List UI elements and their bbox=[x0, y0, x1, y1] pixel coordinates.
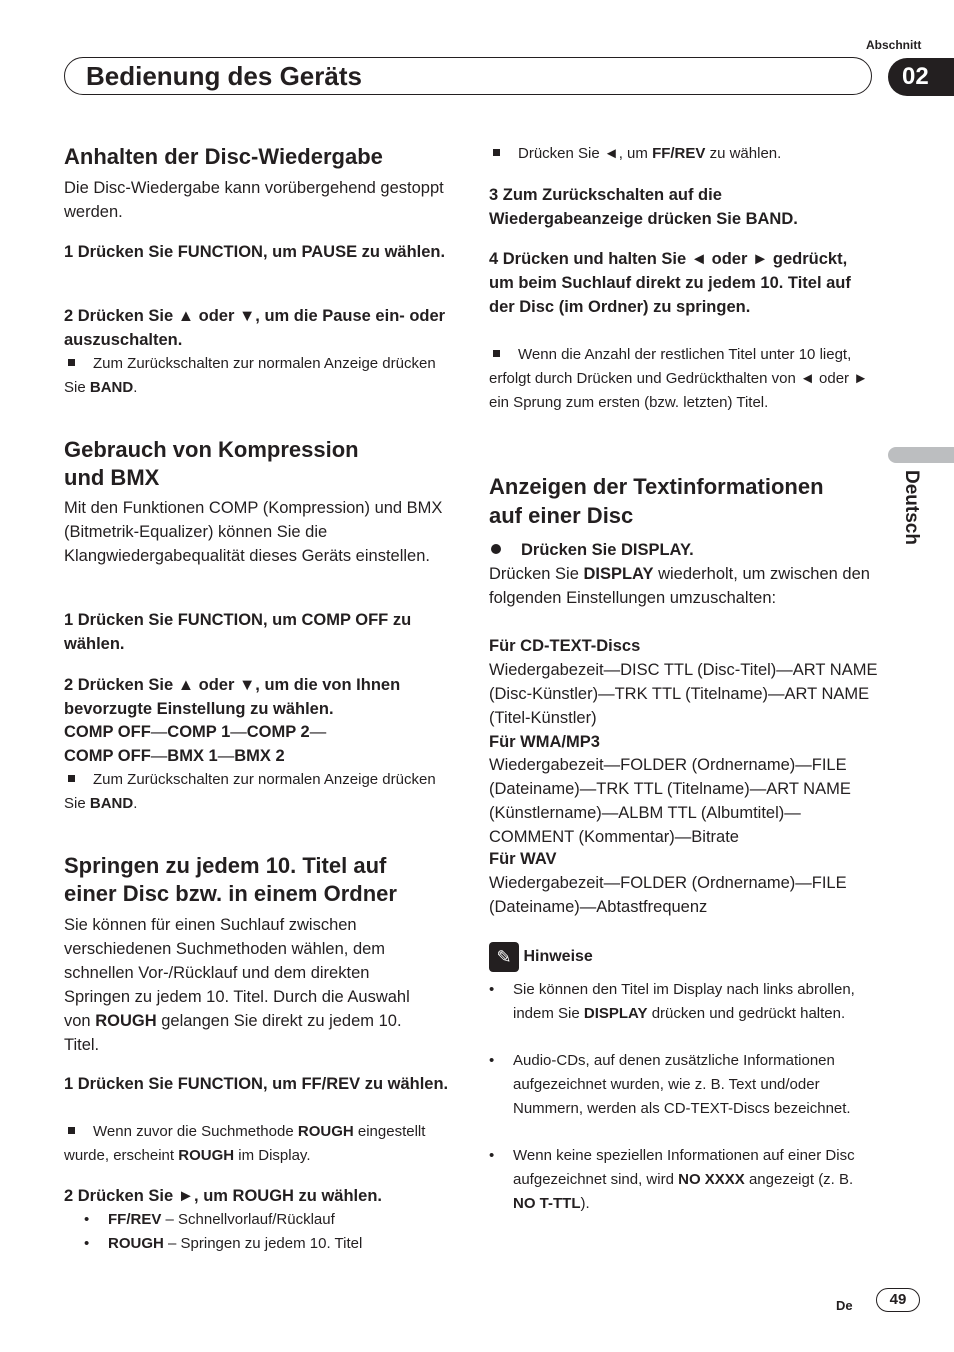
intro-key: DISPLAY bbox=[583, 565, 654, 583]
note-key: BAND bbox=[89, 379, 134, 396]
hint-key: NO T-TTL bbox=[513, 1195, 581, 1212]
seq-item: COMP OFF bbox=[64, 723, 151, 741]
rev-note bbox=[489, 142, 874, 166]
hinweise-heading bbox=[489, 942, 593, 972]
step-3: 3 Zum Zurückschalten auf die Wiedergabeanzeige drücken Sie BAND. bbox=[489, 186, 798, 228]
comp-step-2: 2 Drücken Sie ▲ oder ▼, um die von Ihnen bevorzugte Einstellung zu wählen. bbox=[64, 676, 401, 718]
hint-3 bbox=[489, 1144, 874, 1216]
hinweise-title: Hinweise bbox=[523, 948, 593, 966]
hint-text: Wenn keine speziellen Informationen auf einer Disc aufgezeichnet sind, wird bbox=[513, 1147, 855, 1188]
square-bullet-icon bbox=[493, 149, 500, 156]
cdtext-body: Wiedergabezeit—DISC TTL (Disc-Titel)—ART NAME (Disc-Künstler)—TRK TTL (Titelname)—ART NAME (Titel-Künstler) bbox=[489, 661, 878, 727]
intro-text: Drücken Sie bbox=[489, 565, 579, 583]
note-text: Wenn zuvor die Suchmethode bbox=[93, 1123, 294, 1140]
jump-note bbox=[64, 1120, 449, 1168]
hint-2 bbox=[489, 1049, 874, 1121]
section-title-jump-1: Springen zu jedem 10. Titel auf bbox=[64, 853, 387, 878]
bullet-icon: • bbox=[489, 1052, 495, 1069]
hint-key: NO XXXX bbox=[678, 1171, 745, 1188]
wav-heading: Für WAV bbox=[489, 850, 557, 868]
bullet-icon: • bbox=[489, 981, 495, 998]
note-text: zu wählen. bbox=[709, 145, 782, 162]
chapter-badge: 02 bbox=[888, 58, 954, 96]
filled-circle-icon bbox=[491, 544, 501, 554]
seq-item: COMP 2 bbox=[246, 723, 310, 741]
comp-note: Zum Zurückschalten zur normalen Anzeige drücken Sie BAND. bbox=[64, 771, 436, 812]
section-title-jump-2: einer Disc bzw. in einem Ordner bbox=[64, 881, 397, 906]
note-text: Zum Zurückschalten zur normalen Anzeige drücken Sie bbox=[64, 355, 436, 396]
bullet-icon: • bbox=[84, 1211, 90, 1228]
jump-intro bbox=[64, 913, 439, 1057]
jump-intro-end: gelangen Sie direkt zu jedem 10. Titel. bbox=[64, 1012, 402, 1054]
note-key: FF/REV bbox=[652, 145, 706, 162]
wma-heading: Für WMA/MP3 bbox=[489, 733, 600, 751]
footer-language: De bbox=[836, 1298, 853, 1313]
bullet-text: – Springen zu jedem 10. Titel bbox=[168, 1235, 363, 1252]
step-4: 4 Drücken und halten Sie ◄ oder ► gedrückt, um beim Suchlauf direkt zu jedem 10. Titel auf der Disc (im Ordner) zu springen. bbox=[489, 250, 851, 316]
hint-key: DISPLAY bbox=[583, 1005, 648, 1022]
hint-text: ). bbox=[580, 1195, 590, 1212]
display-intro bbox=[489, 562, 874, 610]
page-number: 49 bbox=[876, 1288, 920, 1312]
square-bullet-icon bbox=[493, 350, 500, 357]
square-bullet-icon bbox=[68, 1127, 75, 1134]
hint-1 bbox=[489, 978, 874, 1026]
hint-text: Sie können den Titel im Display nach links abrollen, indem Sie bbox=[513, 981, 855, 1022]
comp-step-1: 1 Drücken Sie FUNCTION, um COMP OFF zu wählen. bbox=[64, 611, 412, 653]
comp-intro: Mit den Funktionen COMP (Kompression) und BMX (Bitmetrik-Equalizer) können Sie die Klangwiedergabequalität dieses Geräts einstellen. bbox=[64, 499, 443, 565]
jump-bullet-ffrev bbox=[84, 1208, 468, 1232]
display-bullet-text: Drücken Sie DISPLAY. bbox=[521, 541, 694, 559]
note-key: ROUGH bbox=[297, 1123, 354, 1140]
seq-item: COMP 1 bbox=[167, 723, 231, 741]
page-title: Bedienung des Geräts bbox=[86, 61, 362, 91]
note-text: Zum Zurückschalten zur normalen Anzeige drücken Sie bbox=[64, 771, 436, 812]
bullet-key: ROUGH bbox=[108, 1235, 164, 1252]
section-title-comp-2: und BMX bbox=[64, 465, 160, 490]
hint-text: Audio-CDs, auf denen zusätzliche Informationen aufgezeichnet wurden, wie z. B. Text und/oder Nummern, werden als CD-TEXT-Discs bezeichnet. bbox=[513, 1052, 851, 1117]
note-text: eingestellt wurde, erscheint bbox=[64, 1123, 426, 1164]
hint-text: drücken und gedrückt halten. bbox=[651, 1005, 846, 1022]
seq-item: BMX 2 bbox=[234, 747, 285, 765]
step-4-note bbox=[489, 343, 874, 415]
jump-intro-key: ROUGH bbox=[95, 1012, 157, 1030]
note-key: ROUGH bbox=[178, 1147, 235, 1164]
bullet-icon: • bbox=[84, 1235, 90, 1252]
pause-step-2: 2 Drücken Sie ▲ oder ▼, um die Pause ein- oder auszuschalten. bbox=[64, 307, 446, 349]
cdtext-heading: Für CD-TEXT-Discs bbox=[489, 637, 641, 655]
jump-step-1: 1 Drücken Sie FUNCTION, um FF/REV zu wählen. bbox=[64, 1075, 449, 1093]
note-text: Drücken Sie ◄, um bbox=[518, 145, 648, 162]
note-key: BAND bbox=[89, 795, 134, 812]
side-tab-bar bbox=[888, 447, 954, 463]
wav-body: Wiedergabezeit—FOLDER (Ordnername)—FILE (Dateiname)—Abtastfrequenz bbox=[489, 874, 847, 916]
wma-body: Wiedergabezeit—FOLDER (Ordnername)—FILE (Dateiname)—TRK TTL (Titelname)—ART NAME (Künstlername)—ALBM TTL (Albumtitel)—COMMENT (Kommentar)—Bitrate bbox=[489, 756, 851, 846]
side-tab-language bbox=[898, 470, 928, 560]
square-bullet-icon bbox=[68, 775, 75, 782]
section-title-pause: Anhalten der Disc-Wiedergabe bbox=[64, 144, 383, 169]
section-label: Abschnitt bbox=[866, 38, 922, 52]
pause-intro: Die Disc-Wiedergabe kann vorübergehend gestoppt werden. bbox=[64, 179, 444, 221]
pause-step-1: 1 Drücken Sie FUNCTION, um PAUSE zu wählen. bbox=[64, 243, 446, 261]
seq-item: COMP OFF bbox=[64, 747, 151, 765]
jump-bullet-rough bbox=[84, 1232, 468, 1256]
note-text: im Display. bbox=[238, 1147, 311, 1164]
comp-sequence: COMP OFF—COMP 1—COMP 2— COMP OFF—BMX 1—BMX 2 bbox=[64, 723, 327, 765]
note-pencil-icon: ✎ bbox=[489, 942, 519, 972]
bullet-icon: • bbox=[489, 1147, 495, 1164]
seq-item: BMX 1 bbox=[167, 747, 218, 765]
display-bullet bbox=[489, 538, 874, 562]
section-title-comp-1: Gebrauch von Kompression bbox=[64, 437, 359, 462]
note-text: Wenn die Anzahl der restlichen Titel unter 10 liegt, erfolgt durch Drücken und Gedrückthalten von ◄ oder ► ein Sprung zum ersten (bzw. letzten) Titel. bbox=[489, 346, 869, 411]
hint-text: angezeigt (z. B. bbox=[748, 1171, 854, 1188]
section-title-text-2: auf einer Disc bbox=[489, 503, 634, 528]
jump-intro-text: Sie können für einen Suchlauf zwischen verschiedenen Suchmethoden wählen, dem schnellen Vor-/Rücklauf und dem direkten Springen zu jedem 10. Titel. Durch die Auswahl von bbox=[64, 916, 410, 1030]
jump-step-2: 2 Drücken Sie ►, um ROUGH zu wählen. bbox=[64, 1187, 382, 1205]
pause-note: Zum Zurückschalten zur normalen Anzeige drücken Sie BAND. bbox=[64, 355, 436, 396]
square-bullet-icon bbox=[68, 359, 75, 366]
section-title-text-1: Anzeigen der Textinformationen bbox=[489, 474, 824, 499]
language-label: Deutsch bbox=[901, 470, 922, 545]
bullet-key: FF/REV bbox=[108, 1211, 162, 1228]
intro-text: wiederholt, um zwischen den folgenden Einstellungen umzuschalten: bbox=[489, 565, 870, 607]
bullet-text: – Schnellvorlauf/Rücklauf bbox=[165, 1211, 335, 1228]
